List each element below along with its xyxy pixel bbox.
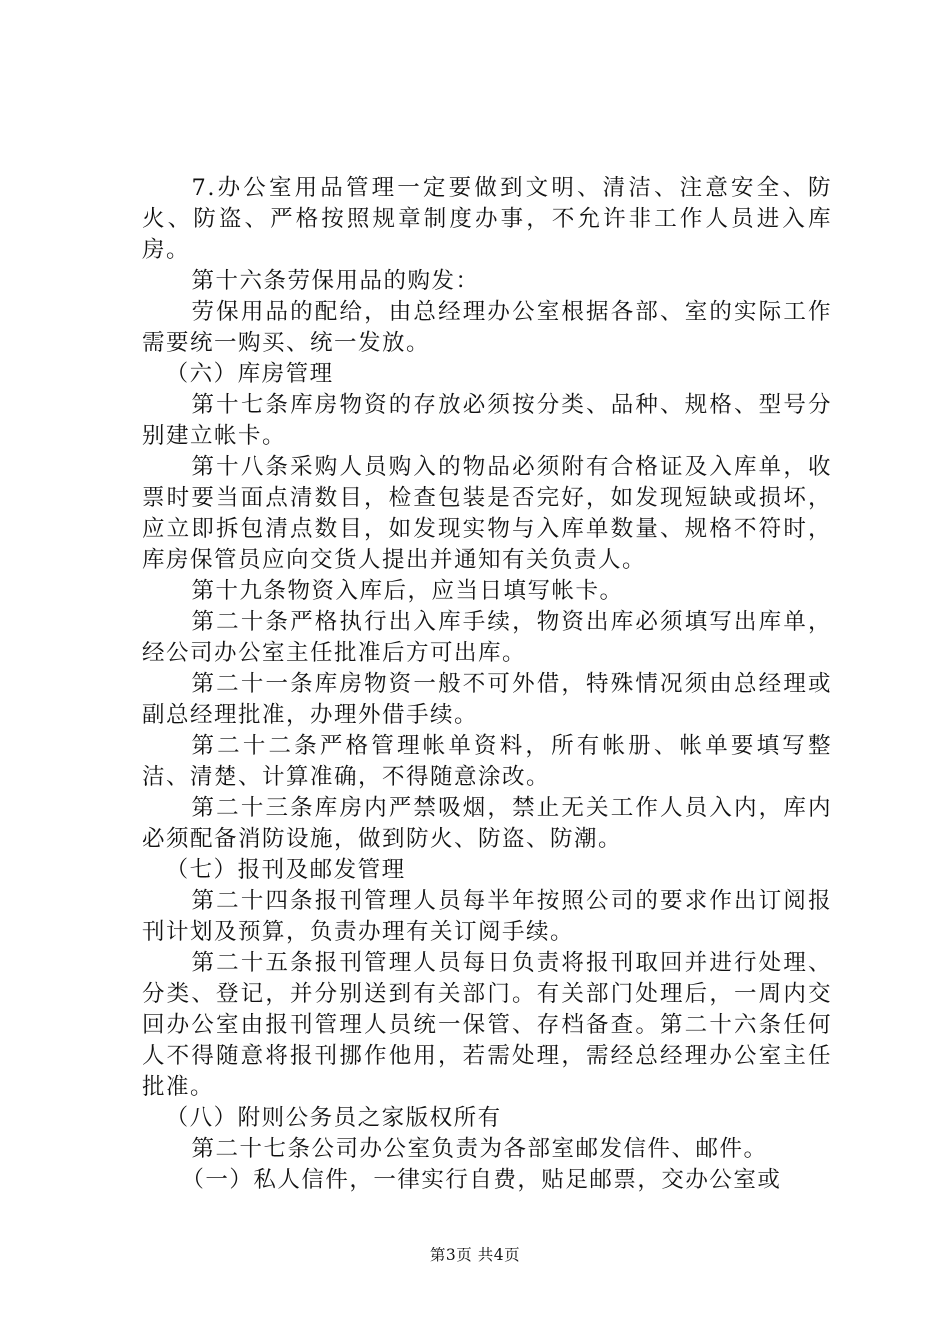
paragraph-item-7: 7.办公室用品管理一定要做到文明、清洁、注意安全、防火、防盗、严格按照规章制度办事，不允许非工作人员进入库房。 xyxy=(142,175,832,263)
article-18: 第十八条采购人员购入的物品必须附有合格证及入库单，收票时要当面点清数目，检查包装是否完好，如发现短缺或损坏，应立即拆包清点数目，如发现实物与入库单数量、规格不符时，库房保管员应向交货人提出并通知有关负责人。 xyxy=(142,454,832,573)
article-27: 第二十七条公司办公室负责为各部室邮发信件、邮件。 xyxy=(191,1136,768,1162)
section-7-heading: （七）报刊及邮发管理 xyxy=(165,857,406,883)
article-24: 第二十四条报刊管理人员每半年按照公司的要求作出订阅报刊计划及预算，负责办理有关订阅手续。 xyxy=(142,888,832,945)
article-16-heading: 第十六条劳保用品的购发： xyxy=(191,268,480,294)
article-20: 第二十条严格执行出入库手续，物资出库必须填写出库单，经公司办公室主任批准后方可出库。 xyxy=(142,609,832,666)
article-25-26: 第二十五条报刊管理人员每日负责将报刊取回并进行处理、分类、登记，并分别送到有关部门。有关部门处理后，一周内交回办公室由报刊管理人员统一保管、存档备查。第二十六条任何人不得随意将报刊挪作他用，若需处理，需经总经理办公室主任批准。 xyxy=(142,950,832,1100)
article-27-item-1: （一）私人信件，一律实行自费，贴足邮票，交办公室或 xyxy=(181,1167,782,1193)
article-21: 第二十一条库房物资一般不可外借，特殊情况须由总经理或副总经理批准，办理外借手续。 xyxy=(142,671,832,728)
article-19: 第十九条物资入库后，应当日填写帐卡。 xyxy=(191,578,624,604)
document-body xyxy=(142,173,832,1196)
page-footer: 第3页 共4页 xyxy=(429,1246,521,1264)
article-17: 第十七条库房物资的存放必须按分类、品种、规格、型号分别建立帐卡。 xyxy=(142,392,832,449)
section-6-heading: （六）库房管理 xyxy=(165,361,334,387)
article-23: 第二十三条库房内严禁吸烟，禁止无关工作人员入内，库内必须配备消防设施，做到防火、防盗、防潮。 xyxy=(142,795,832,852)
article-22: 第二十二条严格管理帐单资料，所有帐册、帐单要填写整洁、清楚、计算准确，不得随意涂改。 xyxy=(142,733,832,790)
section-8-heading: （八）附则公务员之家版权所有 xyxy=(165,1105,502,1131)
article-16-body: 劳保用品的配给，由总经理办公室根据各部、室的实际工作需要统一购买、统一发放。 xyxy=(142,299,832,356)
